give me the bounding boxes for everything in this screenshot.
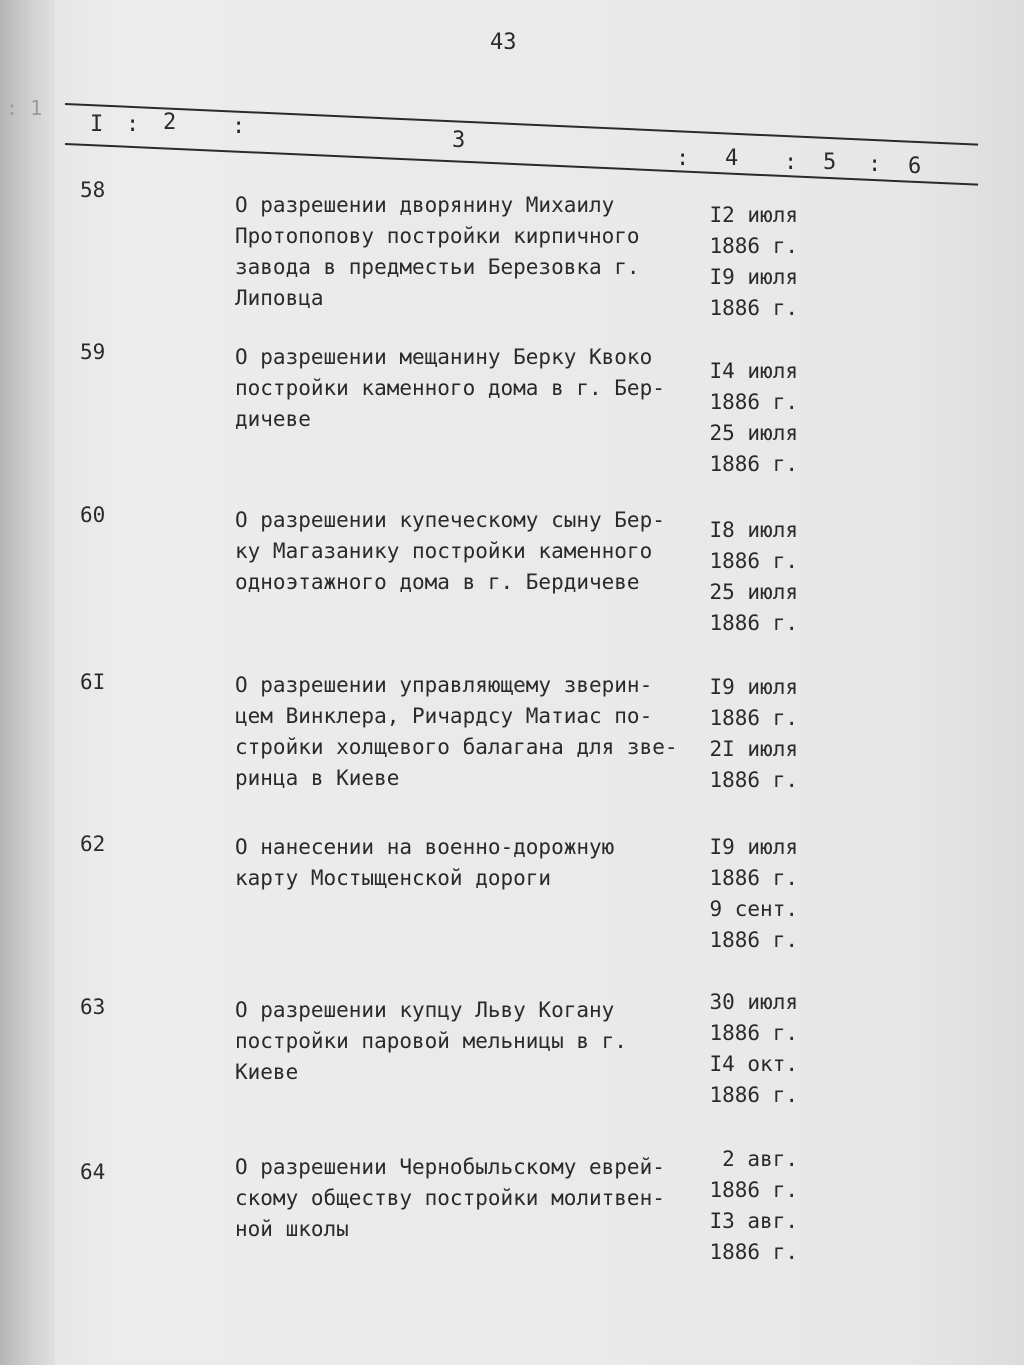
entry-number: 59 bbox=[80, 340, 106, 364]
entry-description bbox=[235, 505, 695, 598]
header-col-4: 4 bbox=[725, 146, 739, 171]
description-line: Протопопову постройки кирпичного bbox=[235, 224, 640, 248]
date-line: 1886 г. bbox=[709, 611, 798, 635]
entry-description bbox=[235, 832, 695, 894]
date-line: 1886 г. bbox=[709, 549, 798, 573]
date-line: I2 июля bbox=[709, 203, 798, 227]
description-line: карту Мостыщенской дороги bbox=[235, 866, 552, 890]
date-line: 1886 г. bbox=[709, 1178, 798, 1202]
description-line: О разрешении купеческому сыну Бер- bbox=[235, 508, 665, 532]
description-line: Киеве bbox=[235, 1060, 299, 1084]
date-line: 1886 г. bbox=[709, 452, 798, 476]
binding-mark: : 1 bbox=[6, 96, 43, 120]
description-line: О разрешении купцу Льву Когану bbox=[235, 998, 615, 1022]
description-line: О нанесении на военно-дорожную bbox=[235, 835, 615, 859]
description-line: постройки паровой мельницы в г. bbox=[235, 1029, 627, 1053]
header-sep: : bbox=[232, 114, 246, 139]
bleed-through bbox=[865, 228, 995, 308]
entry-description bbox=[235, 1152, 695, 1245]
table-header-bottom-rule bbox=[65, 143, 978, 186]
description-line: постройки каменного дома в г. Бер- bbox=[235, 376, 665, 400]
date-line: 1886 г. bbox=[709, 1083, 798, 1107]
entry-number: 64 bbox=[80, 1160, 106, 1184]
entry-number: 60 bbox=[80, 503, 106, 527]
entry-description bbox=[235, 670, 695, 794]
header-col-3: 3 bbox=[452, 128, 466, 153]
entry-dates bbox=[688, 515, 798, 639]
date-line: I9 июля bbox=[709, 835, 798, 859]
entry-dates bbox=[688, 672, 798, 796]
description-line: О разрешении мещанину Берку Квоко bbox=[235, 345, 653, 369]
date-line: 1886 г. bbox=[709, 706, 798, 730]
date-line: 2 авг. bbox=[722, 1147, 798, 1171]
date-line: I9 июля bbox=[709, 265, 798, 289]
entry-number: 63 bbox=[80, 995, 106, 1019]
date-line: I8 июля bbox=[709, 518, 798, 542]
entry-description bbox=[235, 995, 695, 1088]
entry-dates bbox=[688, 832, 798, 956]
entry-dates bbox=[688, 987, 798, 1111]
description-line: ной школы bbox=[235, 1217, 349, 1241]
entry-number: 6I bbox=[80, 670, 106, 694]
date-line: 1886 г. bbox=[709, 768, 798, 792]
entry-description bbox=[235, 190, 695, 314]
description-line: О разрешении Чернобыльскому еврей- bbox=[235, 1155, 665, 1179]
date-line: 25 июля bbox=[709, 580, 798, 604]
entry-dates bbox=[688, 356, 798, 480]
header-sep: : bbox=[676, 146, 690, 171]
date-line: I9 июля bbox=[709, 675, 798, 699]
date-line: 1886 г. bbox=[709, 234, 798, 258]
date-line: 25 июля bbox=[709, 421, 798, 445]
date-line: 2I июля bbox=[709, 737, 798, 761]
description-line: О разрешении дворянину Михаилу bbox=[235, 193, 615, 217]
date-line: 1886 г. bbox=[709, 390, 798, 414]
date-line: 1886 г. bbox=[709, 928, 798, 952]
description-line: скому обществу постройки молитвен- bbox=[235, 1186, 665, 1210]
date-line: 9 сент. bbox=[709, 897, 798, 921]
description-line: ку Магазанику постройки каменного bbox=[235, 539, 653, 563]
description-line: Липовца bbox=[235, 286, 324, 310]
date-line: 1886 г. bbox=[709, 866, 798, 890]
header-col-6: 6 bbox=[908, 154, 922, 179]
entry-dates bbox=[688, 1144, 798, 1268]
entry-number: 58 bbox=[80, 178, 106, 202]
table-header-top-rule bbox=[65, 103, 978, 146]
header-sep: : bbox=[126, 112, 140, 137]
header-col-5: 5 bbox=[823, 150, 837, 175]
description-line: стройки холщевого балагана для зве- bbox=[235, 735, 678, 759]
date-line: I4 окт. bbox=[709, 1052, 798, 1076]
entry-description bbox=[235, 342, 695, 435]
page-number: 43 bbox=[490, 30, 517, 55]
header-col-1: I bbox=[90, 112, 104, 137]
date-line: 1886 г. bbox=[709, 1021, 798, 1045]
description-line: цем Винклера, Ричардсу Матиас по- bbox=[235, 704, 653, 728]
page-binding bbox=[0, 0, 55, 1365]
description-line: О разрешении управляющему зверин- bbox=[235, 673, 653, 697]
date-line: I3 авг. bbox=[709, 1209, 798, 1233]
description-line: завода в предместьи Березовка г. bbox=[235, 255, 640, 279]
date-line: 1886 г. bbox=[709, 296, 798, 320]
entry-dates bbox=[688, 200, 798, 324]
entry-number: 62 bbox=[80, 832, 106, 856]
date-line: I4 июля bbox=[709, 359, 798, 383]
description-line: дичеве bbox=[235, 407, 311, 431]
date-line: 1886 г. bbox=[709, 1240, 798, 1264]
date-line: 30 июля bbox=[709, 990, 798, 1014]
header-col-2: 2 bbox=[163, 110, 177, 135]
header-sep: : bbox=[784, 150, 798, 175]
description-line: ринца в Киеве bbox=[235, 766, 400, 790]
description-line: одноэтажного дома в г. Бердичеве bbox=[235, 570, 640, 594]
header-sep: : bbox=[868, 152, 882, 177]
